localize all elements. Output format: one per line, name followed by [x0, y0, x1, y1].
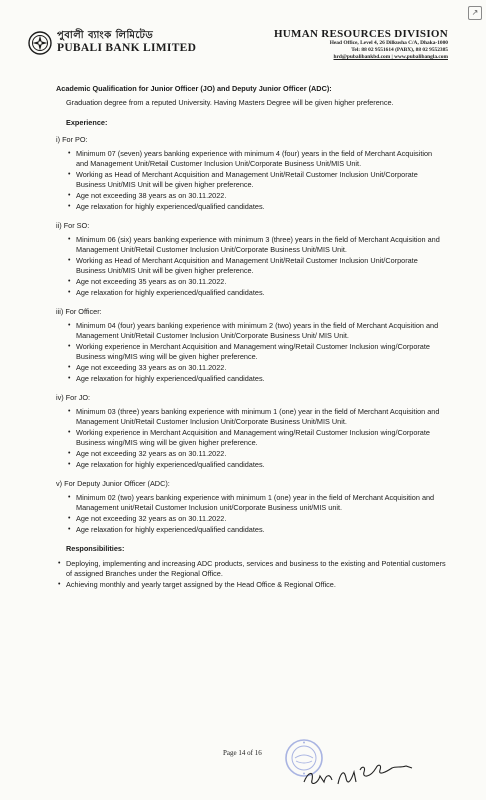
section-title: i) For PO:	[56, 135, 88, 144]
responsibilities-heading: Responsibilities:	[66, 544, 125, 553]
list-item: • Deploying, implementing and increasing ADC products, services and business to the existing and Potential customers of assigned Branches under the Regional Office.	[60, 559, 446, 579]
bank-logo-block	[28, 30, 196, 55]
list-item: • Working experience in Merchant Acquisition and Management wing/Retail Customer Inclusion wing/Corporate Business wing/MIS wing will be given higher preference.	[70, 342, 446, 362]
list-item: • Age relaxation for highly experienced/qualified candidates.	[70, 288, 446, 298]
phone-line: Tel: 88 02 9551614 (PABX), 88 02 9552385	[351, 47, 448, 53]
bullet-list	[56, 149, 446, 212]
page-number: Page 14 of 16	[223, 749, 262, 757]
list-item: • Minimum 02 (two) years banking experience with minimum 1 (one) year in the field of Merchant Acquisition and Management unit/Retail Customer Inclusion unit/Corporate Business unit/MIS unit.	[70, 493, 446, 513]
list-item: • Minimum 07 (seven) years banking experience with minimum 4 (four) years in the field of Merchant Acquisition and Management Unit/Retail Customer Inclusion Unit/Corporate Business Unit/MIS Unit.	[70, 149, 446, 169]
division-block	[274, 28, 448, 61]
experience-section-adc	[56, 479, 446, 535]
list-item: • Working experience in Merchant Acquisition and Management wing/Retail Customer Inclusion wing/Corporate Business wing/MIS wing will be given higher preference.	[70, 428, 446, 448]
list-item: • Age not exceeding 32 years as on 30.11.2022.	[70, 449, 446, 459]
experience-section-po	[56, 135, 446, 212]
bullet-list	[56, 493, 446, 535]
bank-name-english: PUBALI BANK LIMITED	[57, 42, 197, 54]
experience-heading: Experience:	[66, 118, 108, 127]
academic-qualification-text: Graduation degree from a reputed University. Having Masters Degree will be given higher preference.	[66, 98, 394, 107]
list-item: • Age relaxation for highly experienced/qualified candidates.	[70, 460, 446, 470]
experience-section-so	[56, 221, 446, 298]
contact-line[interactable]: hrd@pubalibankbd.com | www.pubalibangla.com	[333, 54, 448, 60]
expand-icon[interactable]: ↗	[468, 6, 482, 20]
section-title: v) For Deputy Junior Officer (ADC):	[56, 479, 170, 488]
division-title: HUMAN RESOURCES DIVISION	[273, 28, 448, 40]
list-item: • Age not exceeding 33 years as on 30.11.2022.	[70, 363, 446, 373]
bullet-list	[56, 235, 446, 298]
bullet-list	[56, 407, 446, 470]
responsibilities-list	[56, 559, 446, 590]
document-body	[56, 84, 446, 591]
list-item: • Working as Head of Merchant Acquisition and Management Unit/Retail Customer Inclusion Unit/Corporate Business Unit/MIS Unit will be given higher preference.	[70, 170, 446, 190]
experience-section-jo	[56, 393, 446, 470]
academic-qualification-heading: Academic Qualification for Junior Officer (JO) and Deputy Junior Officer (ADC):	[56, 84, 332, 93]
list-item: • Minimum 04 (four) years banking experience with minimum 2 (two) years in the field of Merchant Acquisition and Management Unit/Retail Customer Inclusion Unit/Corporate Business Unit/ MIS Unit.	[70, 321, 446, 341]
bullet-list	[56, 321, 446, 384]
list-item: • Age relaxation for highly experienced/qualified candidates.	[70, 374, 446, 384]
list-item: • Age relaxation for highly experienced/qualified candidates.	[70, 525, 446, 535]
list-item: • Age not exceeding 38 years as on 30.11.2022.	[70, 191, 446, 201]
section-title: iv) For JO:	[56, 393, 91, 402]
list-item: • Minimum 03 (three) years banking experience with minimum 1 (one) year in the field of Merchant Acquisition and Management Unit/Retail Customer Inclusion Unit/Corporate Business Unit/MIS Unit.	[70, 407, 446, 427]
handwritten-signature	[300, 760, 420, 790]
section-title: iii) For Officer:	[56, 307, 102, 316]
list-item: • Working as Head of Merchant Acquisition and Management Unit/Retail Customer Inclusion Unit/Corporate Business Unit/MIS Unit will be given higher preference.	[70, 256, 446, 276]
list-item: • Minimum 06 (six) years banking experience with minimum 3 (three) years in the field of Merchant Acquisition and Management Unit/Retail Customer Inclusion Unit/Corporate Business Unit/MIS Unit.	[70, 235, 446, 255]
address-line: Head Office, Level 4, 26 Dilkusha C/A, Dhaka-1000	[329, 40, 448, 46]
list-item: • Achieving monthly and yearly target assigned by the Head Office & Regional Office.	[60, 580, 446, 590]
section-title: ii) For SO:	[56, 221, 90, 230]
letterhead	[10, 6, 476, 64]
list-item: • Age not exceeding 32 years as on 30.11.2022.	[70, 514, 446, 524]
bank-emblem-icon	[28, 31, 52, 55]
experience-section-officer	[56, 307, 446, 384]
list-item: • Age not exceeding 35 years as on 30.11.2022.	[70, 277, 446, 287]
bank-name-bangla: পুবালী ব্যাংক লিমিটেড	[57, 30, 154, 41]
list-item: • Age relaxation for highly experienced/qualified candidates.	[70, 202, 446, 212]
